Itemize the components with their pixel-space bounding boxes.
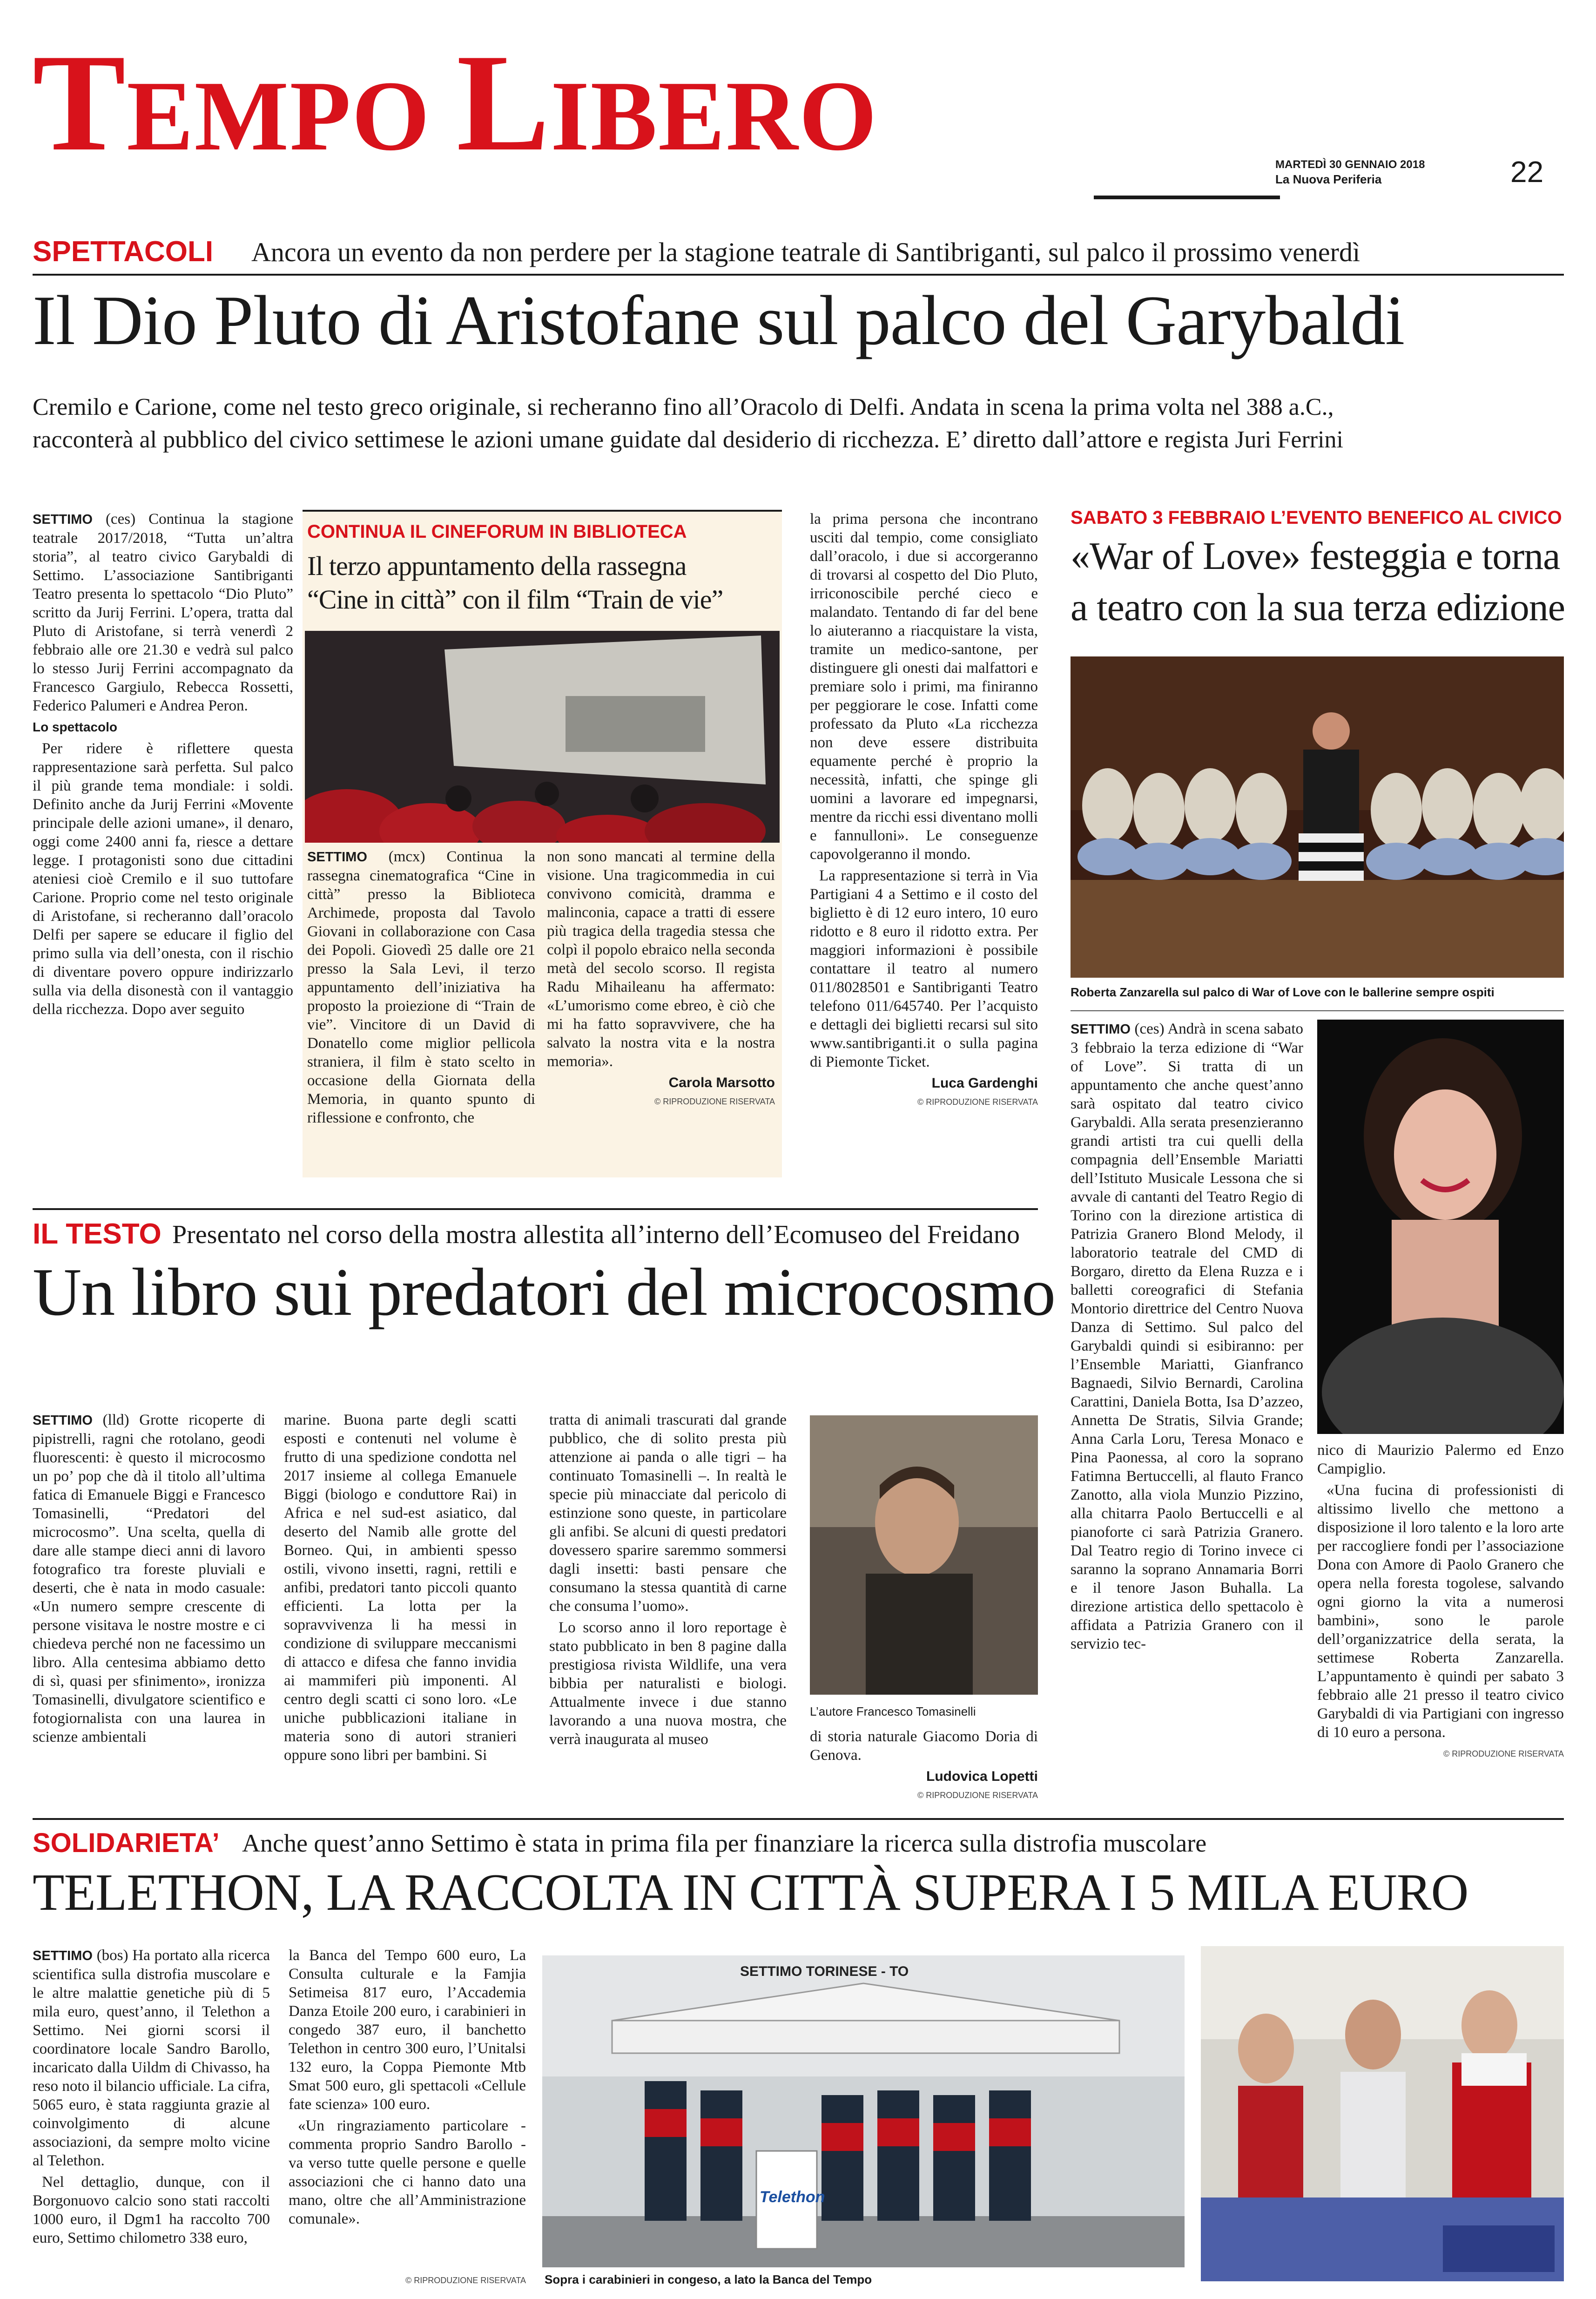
newspaper-name: La Nuova Periferia (1275, 172, 1382, 186)
article-column: SETTIMO (ces) Andrà in scena sabato 3 febbraio la terza edizione di “War of Love”. Si tratta di un appuntamento che anche quest’anno sarà ospitato dal teatro civico Garybaldi. Alla serata presenzieranno grandi artisti tra cui quelli della compagnia dell’Ensemble Mariatti dell’Istituto Musicale Lessona che si avvale di cantanti del Teatro Regio di Torino con la direzione artistica di Patrizia Granero Blond Melody, il laboratorio teatrale del CMD di Borgaro, diretto da Elena Ruzza e i balletti coreografici di Stefania Montorio direttrice del Centro Nuova Danza di Settimo. Sul palco del Garybaldi quindi si esibiranno: per l’Ensemble Mariatti, Gianfranco Bagnaedi, Silvio Bernardi, Carolina Carattini, Daniela Botta, Isa D’azzeo, Annetta De Stratis, Silvia Grande; Anna Carla Loru, Teresa Monaco e Pina Paonessa, al coro la soprano Fatimna Bertuccelli, al flauto Franco Zanotto, alla viola Munzio Pizzino, alla chitarra Paolo Bertuccelli e al pianoforte ci sarà Patrizia Granero. Dal Teatro regio di Torino invece ci saranno la soprano Annamaria Borri e il tenore Jason Buhalla. La direzione artistica dello spettacolo è affidata a Patrizia Granero con il servizio tec- (1071, 1021, 1303, 1652)
photo-banner-text: SETTIMO TORINESE - TO (740, 1964, 909, 1979)
section-kicker: IL TESTO (33, 1218, 162, 1250)
carabinieri-photo (542, 1955, 1185, 2267)
main-headline: Il Dio Pluto di Aristofane sul palco del Garybaldi (33, 281, 1405, 359)
rights-note: © RIPRODUZIONE RISERVATA (917, 1791, 1038, 1800)
kicker-subtitle: Presentato nel corso della mostra allestita all’interno dell’Ecomuseo del Freidano (172, 1220, 1020, 1249)
kicker-subtitle: Anche quest’anno Settimo è stata in prima fila per finanziare la ricerca sulla distrofia muscolare (242, 1829, 1207, 1857)
cinema-photo (305, 631, 780, 843)
article-column: di storia naturale Giacomo Doria di Genova. Ludovica Lopetti © RIPRODUZIONE RISERVATA (810, 1727, 1038, 1805)
box-column-2: non sono mancati al termine della visione. Una tragicommedia in cui convivono comicità, dramma e malinconia, capace a tratti di essere più tragica della tragedia stessa che colpì il popolo ebraico nella seconda metà del secolo scorso. Il regista Radu Mihaileanu ha affermato: «L’umorismo come ebreo, è ciò che mi ha fatto sopravvivere, che ha salvato la nostra vita e la nostra memoria». Carola Marsotto © RIPRODUZIONE RISERVATA (547, 847, 775, 1111)
byline: Carola Marsotto (668, 1075, 775, 1090)
divider (1071, 1010, 1564, 1011)
section-rule (33, 1208, 1038, 1210)
article-column: tratta di animali trascurati dal grande pubblico, che di solito presta più attenzione ai panda o alle tigri – ha continuato Tomasinelli –. In realtà le specie più minacciate dal pericolo di estinzione sono queste, in particolare gli anfibi. Se alcuni di questi predatori dovessero sparire saremmo sommersi dagli insetti: basti pensare che consumano la stessa quantità di carne che consuma l’uomo». Lo scorso anno il loro reportage è stato pubblicato in ben 8 pagine dalla prestigiosa rivista Wildlife, una vera bibbia per naturalisti e biologi. Attualmente invece i due stanno lavorando a una nuova mostra, che verrà inaugurata al museo (549, 1412, 787, 1748)
article-headline: «War of Love» festeggia e torna a teatro con la sua terza edizione (1071, 534, 1565, 629)
article-column: SETTIMO (lld) Grotte ricoperte di pipistrelli, ragni che rotolano, geodi fluorescenti: è questo il microcosmo un po’ pop che dà il titolo all’ultima fatica di Emanuele Biggi e Francesco Tomasinelli, “Predatori del microcosmo”. Una scelta, quella di dare alle stampe dieci anni di lavoro fotografico tra foreste pluviali e deserti, che è nata in modo casuale: «Un numero sempre crescente di persone visitava le nostre mostre e ci chiedeva perché non ne facessimo un libro. Alla centesima abbiamo detto di sì, quasi per sfinimento», ironizza Tomasinelli, divulgatore scientifico e fotogiornalista con una laurea in scienze ambientali (33, 1412, 266, 1745)
article-column: SETTIMO (ces) Continua la stagione teatrale 2017/2018, “Tutta un’altra storia”, al teatro civico Garybaldi di Settimo. L’associazione Santibriganti Teatro presenta lo spettacolo “Dio Pluto” scritto da Jurij Ferrini. L’opera, tratta dal Pluto di Aristofane, si terrà venerdì 2 febbraio alle ore 21.30 e vedrà sul palco lo stesso Jurij Ferrini accompagnato da Francesco Gargiulo, Rebecca Rossetti, Federico Palumeri e Andrea Peron. Lo spettacolo Per ridere è riflettere questa rappresentazione sarà perfetta. Sul palco il più grande tema mondiale: i soldi. Definito anche da Jurij Ferrini «Movente principale delle azioni umane», il denaro, oggi come 2400 anni fa, riesce a dettare legge. I protagonisti sono due cittadini ateniesi cioè Cremilo e il suo tuttofare Carione. Proprio come nel testo originale di Aristofane, si recheranno dall’oracolo Delfi per sapere se educare il figlio del primo sulla via dell’onesta, con il rischio di diventare povero oppure indirizzarlo sulla via della disonestà con il vantaggio della ricchezza. Dopo aver seguito (33, 511, 293, 1018)
portrait-photo (1317, 1020, 1564, 1434)
section-kicker: SABATO 3 FEBBRAIO L’EVENTO BENEFICO AL CIVICO (1071, 507, 1562, 528)
article-column: la prima persona che incontrano usciti dal tempio, come consigliato dall’oracolo, i due si accorgeranno di trovarsi al cospetto del Dio Pluto, irriconoscibile perché cieco e malandato. Tentando di far del bene lo aiuteranno a riacquistare la vista, tramite un medico-santone, per distinguere gli onesti dai malfattori e premiare solo i primi, ma finiranno per peggiorare le cose. Infatti come professato da Pluto «La ricchezza non deve essere distribuita equamente perché è proprio la necessità, infatti, che spinge gli uomini a lavorare ed impegnarsi, mentre da ricchi essi diventano molli e fannulloni». Le conseguenze capovolgeranno il mondo. La rappresentazione si terrà in Via Partigiani 4 a Settimo e il costo del biglietto è di 12 euro intero, 10 euro ridotto e 8 euro il ridotto extra. Per maggiori informazioni è possibile contattare il teatro al numero 011/8028501 e Santibriganti Teatro telefono 011/645740. Per l’acquisto e dettagli dei biglietti recarsi sul sito www.santibriganti.it o sulla pagina di Piemonte Ticket. Luca Gardenghi © RIPRODUZIONE RISERVATA (810, 510, 1038, 1111)
rights-note: © RIPRODUZIONE RISERVATA (654, 1097, 775, 1106)
rights-note: © RIPRODUZIONE RISERVATA (917, 1097, 1038, 1107)
byline: Luca Gardenghi (931, 1075, 1038, 1091)
article-headline: Un libro sui predatori del microcosmo (33, 1254, 1056, 1330)
article-column: SETTIMO (bos) Ha portato alla ricerca scientifica sulla distrofia muscolare e le altre malattie genetiche più di 5 mila euro, quest’anno, il Telethon a Settimo. Nei giorni scorsi il coordinatore locale Sandro Barollo, incaricato dalla Uildm di Chivasso, ha reso noto il bilancio ufficiale. La cifra, 5065 euro, è stata raggiunta grazie al coinvolgimento di alcune associazioni, da sempre molto vicine al Telethon. Nel dettaglio, dunque, con il Borgonuovo calcio sono stati raccolti 1000 euro, il Dgm1 ha raccolto 700 euro, Settimo chilometro 338 euro, (33, 1947, 270, 2246)
subheading: Lo spettacolo (33, 720, 118, 734)
photo-caption: Roberta Zanzarella sul palco di War of Love con le ballerine sempre ospiti (1071, 985, 1495, 999)
article-headline: TELETHON, LA RACCOLTA IN CITTÀ SUPERA I 5 MILA EURO (33, 1864, 1468, 1921)
telethon-logo-text: Telethon (760, 2188, 825, 2206)
photo-caption: Sopra i carabinieri in congeso, a lato la Banca del Tempo (545, 2272, 872, 2286)
section-kicker: SPETTACOLI (33, 236, 214, 268)
standfirst: Cremilo e Carione, come nel testo greco originale, si recheranno fino all’Oracolo di Delfi. Andata in scena la prima volta nel 388 a.C., racconterà al pubblico del civico settimese le azioni umane guidate dal desiderio di ricchezza. E’ diretto dall’attore e regista Juri Ferrini (33, 394, 1343, 453)
section-rule (33, 1818, 1564, 1820)
rights-note: © RIPRODUZIONE RISERVATA (405, 2276, 526, 2285)
byline: Ludovica Lopetti (926, 1769, 1038, 1784)
page-number: 22 (1510, 155, 1544, 189)
rights-note: © RIPRODUZIONE RISERVATA (1443, 1749, 1564, 1758)
box-title: Il terzo appuntamento della rassegna “Cine in città” con il film “Train de vie” (307, 551, 723, 615)
article-column: nico di Maurizio Palermo ed Enzo Campiglio. «Una fucina di professionisti di altissimo livello che mettono a disposizione il loro talento e la loro arte per raccogliere fondi per l’associazione Dona con Amore di Paolo Granero che opera nella foresta togolese, salvando ogni giorno la vita a numerosi bambini», sono le parole dell’organizzatrice della serata, la settimese Roberta Zanzarella. L’appuntamento è quindi per sabato 3 febbraio alle 21 presso il teatro civico Garybaldi di via Partigiani con ingresso di 10 euro a persona. © RIPRODUZIONE RISERVATA (1317, 1441, 1564, 1763)
box-kicker: CONTINUA IL CINEFORUM IN BIBLIOTECA (307, 521, 687, 542)
kicker-subtitle: Ancora un evento da non perdere per la stagione teatrale di Santibriganti, sul palco il prossimo venerdì (251, 237, 1360, 267)
article-column: la Banca del Tempo 600 euro, La Consulta culturale e la Famjia Setimeisa 817 euro, l’Accademia Danza Etoile 200 euro, i carabinieri in congedo 387 euro, il banchetto Telethon in centro 300 euro, l’Unitalsi 132 euro, la Coppa Piemonte Mtb Smat 500 euro, gli spettacoli «Cellule fate scienza» 100 euro. «Un ringraziamento particolare - commenta proprio Sandro Barollo - va verso tutte quelle persone e quelle associazioni che ci hanno dato una mano, oltre che all’Amministrazione comunale». (289, 1947, 526, 2227)
issue-date: MARTEDÌ 30 GENNAIO 2018 (1275, 158, 1425, 171)
masthead-title: TEMPO LIBERO (33, 25, 878, 180)
banca-tempo-photo (1201, 1946, 1564, 2281)
section-rule (33, 274, 1564, 276)
section-kicker: SOLIDARIETA’ (33, 1828, 220, 1858)
author-photo (810, 1415, 1038, 1695)
photo-caption: L’autore Francesco Tomasinelli (810, 1704, 976, 1718)
theater-photo (1071, 656, 1564, 978)
masthead-rule (1094, 196, 1280, 199)
article-column: marine. Buona parte degli scatti esposti e contenuti nel volume è frutto di una spedizione condotta nel 2017 insieme al collega Emanuele Biggi (biologo e conduttore Rai) in Africa e nel sud-est asiatico, dal deserto del Namib alle grotte del Borneo. Qui, in ambienti spesso ostili, vivono insetti, ragni, rettili e anfibi, predatori tanto piccoli quanto efficienti. La lotta per la sopravvivenza li ha messi in condizione di sviluppare meccanismi di attacco e difesa che fanno invidia ai mammiferi più imponenti. Al centro degli scatti ci sono loro. «Le uniche pubblicazioni italiane in materia sono di autori stranieri oppure sono libri per bambini. Si (284, 1412, 517, 1764)
box-column-1: SETTIMO (mcx) Continua la rassegna cinematografica “Cine in città” presso la Biblioteca Archimede, proposta dal Tavolo Giovani in collaborazione con Casa dei Popoli. Giovedì 25 dalle ore 21 presso la Sala Levi, il terzo appuntamento dell’iniziativa ha proposto la proiezione di “Train de vie”. Vincitore di un David di Donatello come miglior pellicola straniera, il film è stato scelto in occasione della Giornata della Memoria, in quanto spunto di riflessione e confronto, che (307, 848, 536, 1126)
